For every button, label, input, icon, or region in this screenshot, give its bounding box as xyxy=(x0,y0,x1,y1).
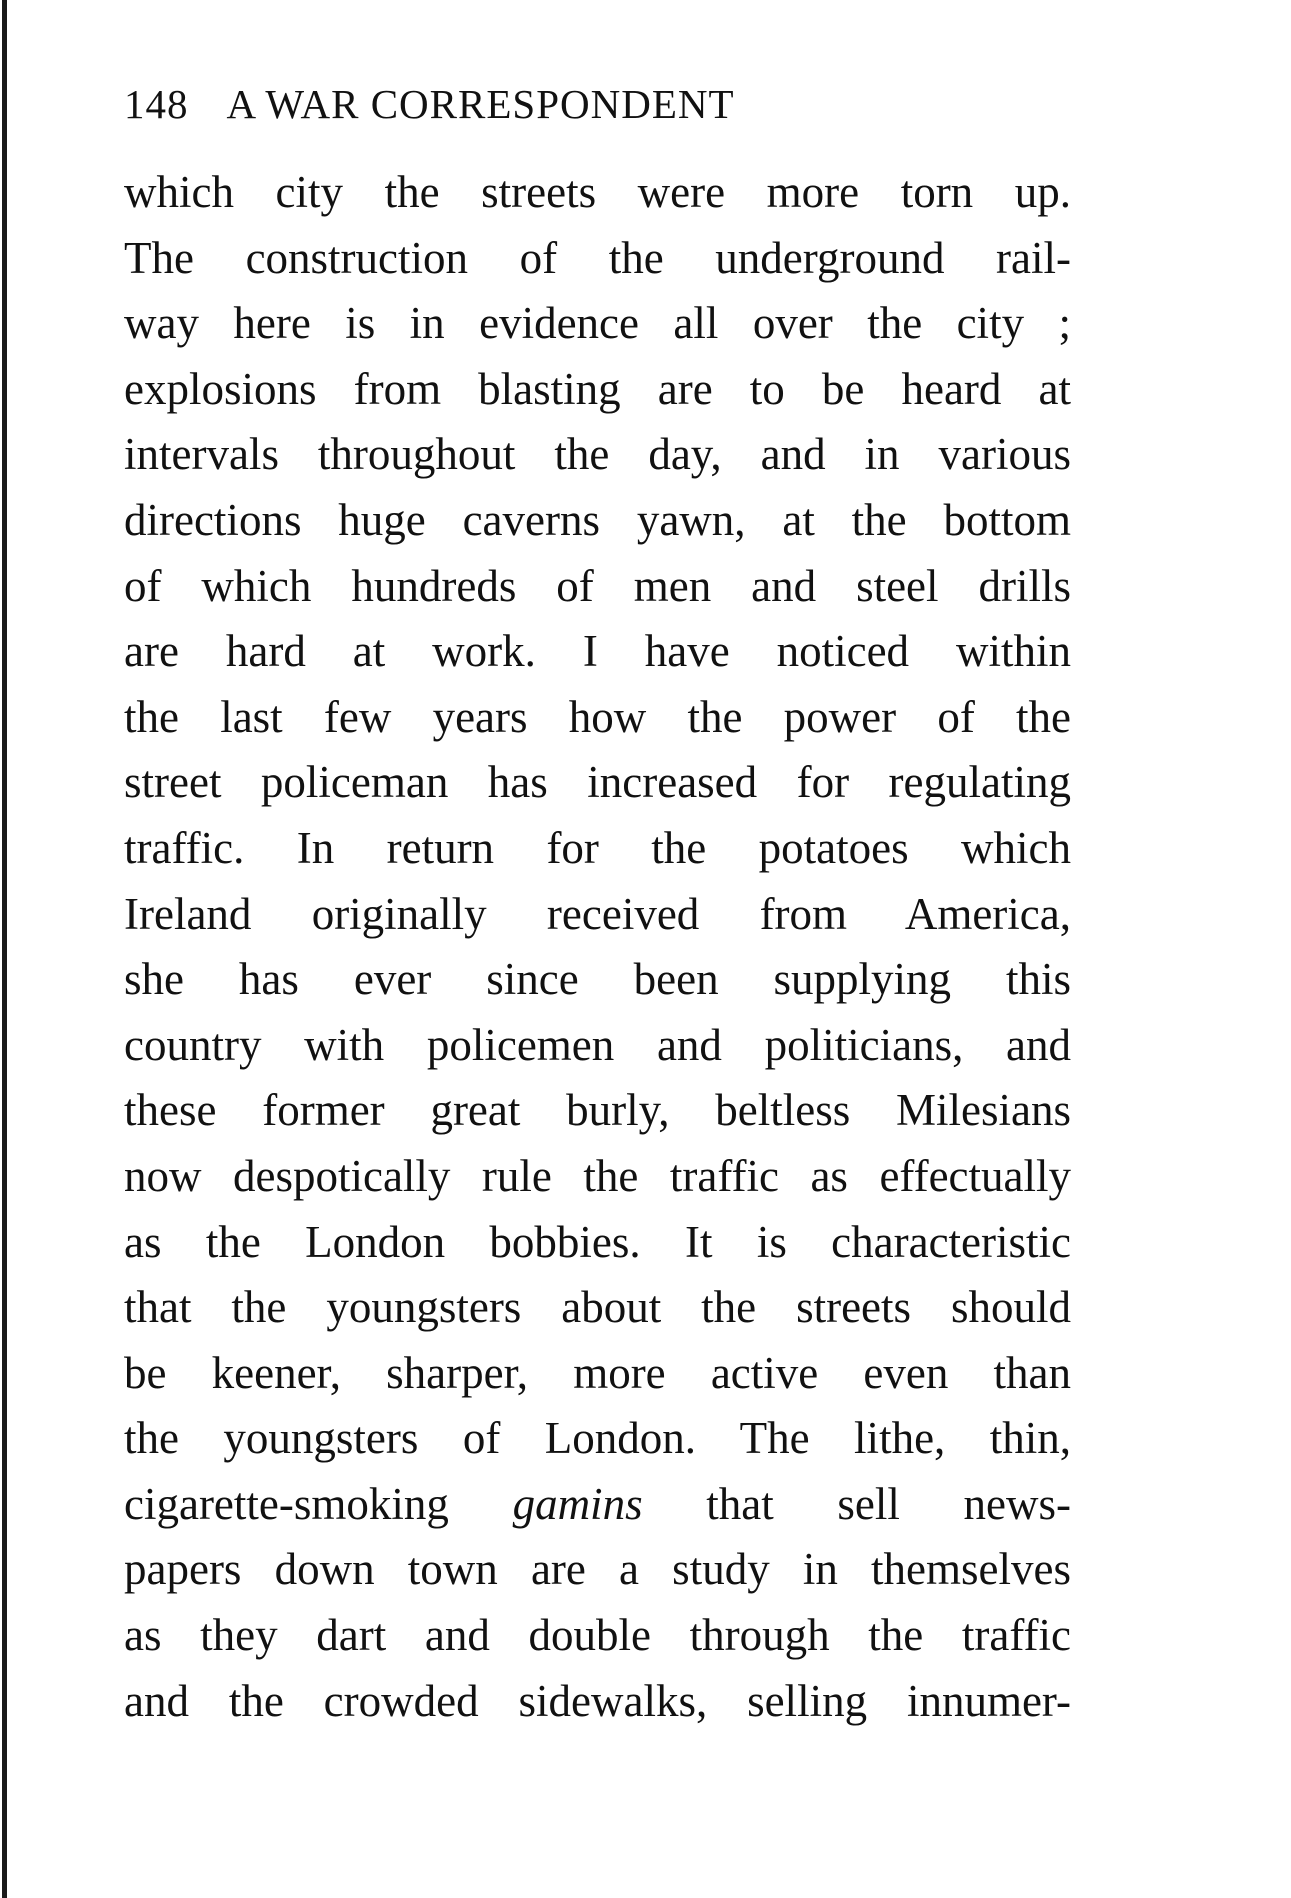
page-number: 148 xyxy=(124,81,189,127)
text-line: country with policemen and politicians, and xyxy=(124,1019,1071,1070)
running-head xyxy=(124,81,735,127)
text-line: as they dart and double through the traffic xyxy=(124,1610,1071,1661)
body-text xyxy=(124,160,1071,1734)
text-line: traffic. In return for the potatoes which xyxy=(124,822,1071,873)
text-line: of which hundreds of men and steel drills xyxy=(124,560,1071,611)
text-line: are hard at work. I have noticed within xyxy=(124,626,1071,677)
text-line: that the youngsters about the streets should xyxy=(124,1282,1071,1333)
text-line: intervals throughout the day, and in various xyxy=(124,429,1071,480)
text-fragment: cigarette-smoking xyxy=(124,1478,513,1529)
text-line: way here is in evidence all over the city ; xyxy=(124,298,1071,349)
text-line: as the London bobbies. It is characteristic xyxy=(124,1216,1071,1267)
page-spine-edge xyxy=(2,0,7,1898)
text-line: directions huge caverns yawn, at the bottom xyxy=(124,494,1071,545)
text-line-italic xyxy=(124,1472,1071,1538)
text-line: be keener, sharper, more active even than xyxy=(124,1347,1071,1398)
text-line: these former great burly, beltless Milesians xyxy=(124,1085,1071,1136)
text-line: and the crowded sidewalks, selling innumer- xyxy=(124,1675,1071,1726)
text-line: street policeman has increased for regulating xyxy=(124,757,1071,808)
text-line: which city the streets were more torn up. xyxy=(124,167,1071,217)
text-line: she has ever since been supplying this xyxy=(124,954,1071,1005)
text-line: explosions from blasting are to be heard at xyxy=(124,363,1071,414)
text-line: papers down town are a study in themselves xyxy=(124,1544,1071,1595)
text-line: the last few years how the power of the xyxy=(124,691,1071,742)
text-line: now despotically rule the traffic as effectually xyxy=(124,1150,1071,1201)
text-line: the youngsters of London. The lithe, thin, xyxy=(124,1413,1071,1464)
running-title: A WAR CORRESPONDENT xyxy=(226,81,735,127)
text-line: Ireland originally received from America, xyxy=(124,888,1071,939)
text-line: The construction of the underground rail- xyxy=(124,232,1071,283)
italic-word: gamins xyxy=(512,1478,643,1529)
text-fragment: that sell news- xyxy=(642,1478,1072,1529)
